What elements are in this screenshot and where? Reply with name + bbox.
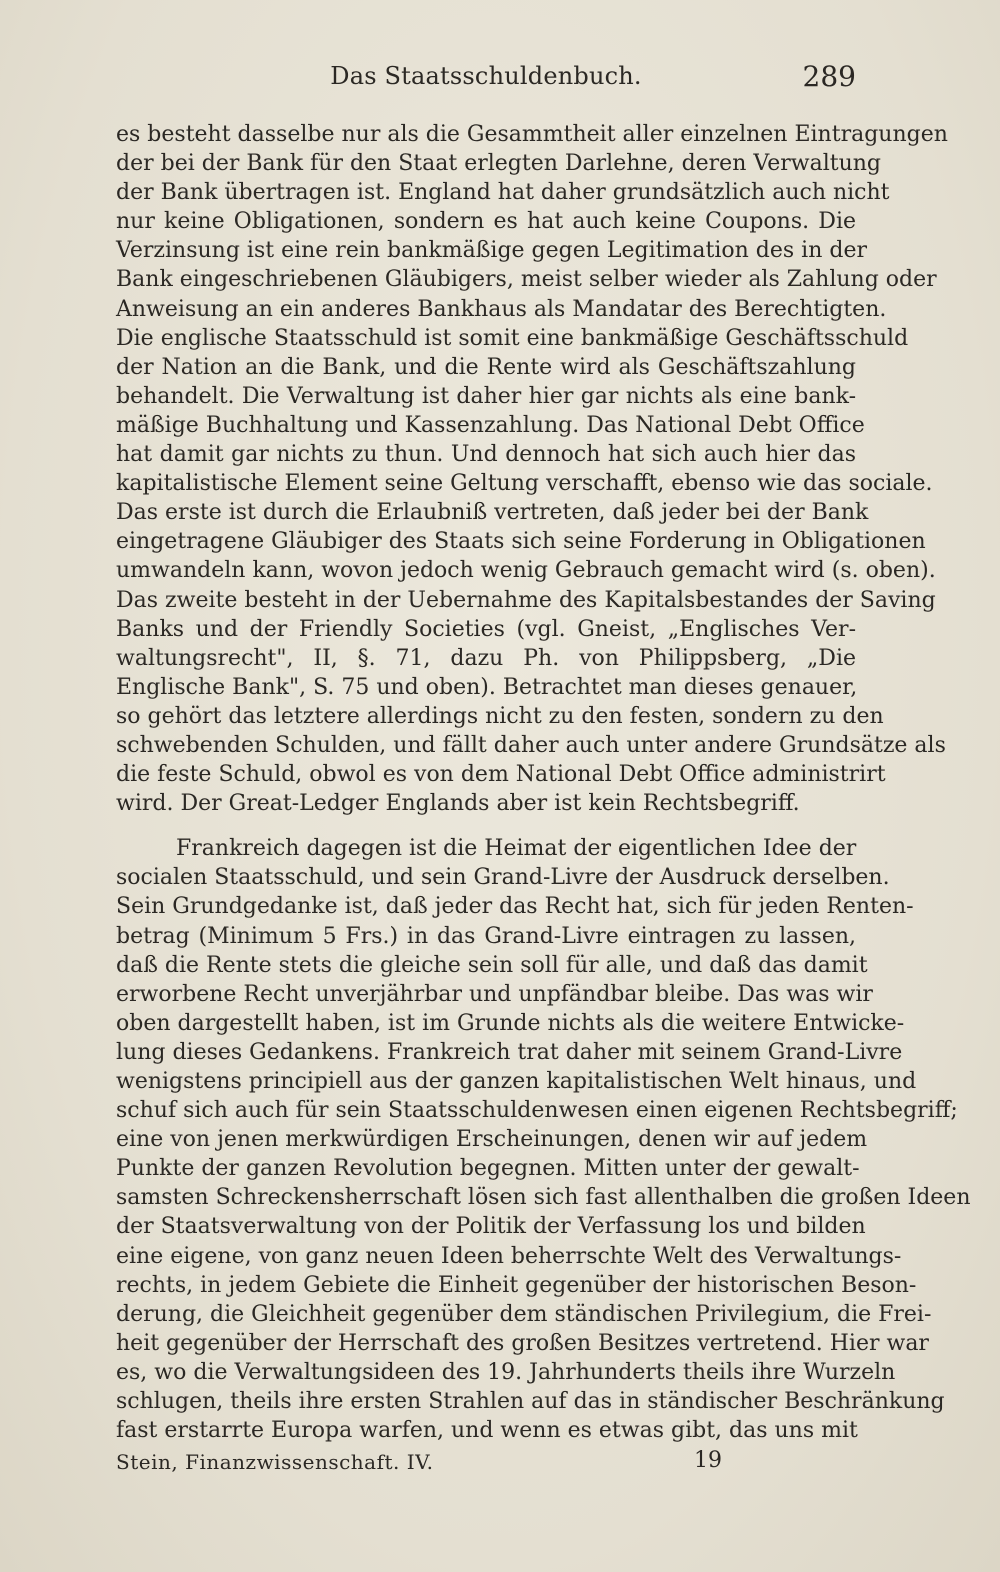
text-line: der Bank übertragen ist. England hat daher grundsätzlich auch nicht [116,180,890,206]
text-line: fast erstarrte Europa warfen, und wenn es etwas gibt, das uns mit [116,1418,858,1444]
text-line: schuf sich auch für sein Staatsschuldenwesen einen eigenen Rechtsbegriff; [116,1098,958,1124]
text-line: wird. Der Great-Ledger Englands aber ist kein Rechtsbegriff. [116,791,800,817]
text-line: oben dargestellt haben, ist im Grunde nichts als die weitere Entwicke- [116,1010,905,1036]
text-line: rechts, in jedem Gebiete die Einheit gegenüber der historischen Beson- [116,1272,917,1298]
page-footer [116,1450,856,1480]
paragraph [116,120,948,818]
text-line: der Staatsverwaltung von der Politik der Verfassung los und bilden [116,1214,866,1240]
text-line: Englische Bank", S. 75 und oben). Betrachtet man dieses genauer, [116,674,858,700]
text-line: betrag (Minimum 5 Frs.) in das Grand-Livre eintragen zu lassen, [116,923,856,949]
running-title: Das Staatsschuldenbuch. [330,62,642,90]
text-line: Frankreich dagegen ist die Heimat der eigentlichen Idee der [176,836,857,862]
text-line: der Nation an die Bank, und die Rente wird als Geschäftszahlung [116,354,856,380]
text-line: nur keine Obligationen, sondern es hat auch keine Coupons. Die [116,209,856,235]
page-number: 289 [802,60,856,93]
sheet-number: 19 [694,1448,722,1473]
text-line: hat damit gar nichts zu thun. Und dennoch hat sich auch hier das [116,442,856,468]
text-line: lung dieses Gedankens. Frankreich trat daher mit seinem Grand-Livre [116,1039,903,1065]
paragraph [116,834,971,1445]
text-line: wenigstens principiell aus der ganzen kapitalistischen Welt hinaus, und [116,1069,917,1094]
text-line: eine von jenen merkwürdigen Erscheinungen, denen wir auf jedem [116,1127,868,1153]
text-line: umwandeln kann, wovon jedoch wenig Gebrauch gemacht wird (s. oben). [116,558,936,584]
text-line: schlugen, theils ihre ersten Strahlen auf das in ständischer Beschränkung [116,1389,945,1415]
text-line: Das erste ist durch die Erlaubniß vertreten, daß jeder bei der Bank [116,500,869,526]
text-line: Anweisung an ein anderes Bankhaus als Mandatar des Berechtigten. [116,296,887,322]
footer-signature: Stein, Finanzwissenschaft. IV. [116,1450,434,1474]
text-line: Bank eingeschriebenen Gläubigers, meist selber wieder als Zahlung oder [116,267,937,293]
text-line: heit gegenüber der Herrschaft des großen Besitzes vertretend. Hier war [116,1330,929,1356]
text-line: so gehört das letztere allerdings nicht zu den festen, sondern zu den [116,703,884,729]
text-line: derung, die Gleichheit gegenüber dem ständischen Privilegium, die Frei- [116,1301,932,1327]
text-line: Verzinsung ist eine rein bankmäßige gegen Legitimation des in der [116,238,867,264]
text-line: es, wo die Verwaltungsideen des 19. Jahrhunderts theils ihre Wurzeln [116,1359,896,1385]
text-line: Das zweite besteht in der Uebernahme des Kapitalsbestandes der Saving [116,587,936,613]
text-line: schwebenden Schulden, und fällt daher auch unter andere Grundsätze als [116,732,946,758]
text-line: die feste Schuld, obwol es von dem National Debt Office administrirt [116,762,886,788]
page-header [116,58,856,98]
text-line: eine eigene, von ganz neuen Ideen beherrschte Welt des Verwaltungs- [116,1243,902,1269]
text-line: kapitalistische Element seine Geltung verschafft, ebenso wie das sociale. [116,471,933,497]
text-line: behandelt. Die Verwaltung ist daher hier gar nichts als eine bank- [116,383,856,409]
text-line: Banks und der Friendly Societies (vgl. Gneist, „Englisches Ver- [116,616,856,642]
text-line: eingetragene Gläubiger des Staats sich seine Forderung in Obligationen [116,529,926,555]
body-text [116,120,971,1445]
text-line: daß die Rente stets die gleiche sein soll für alle, und daß das damit [116,952,868,978]
text-line: Sein Grundgedanke ist, daß jeder das Recht hat, sich für jeden Renten- [116,894,914,920]
text-line: Punkte der ganzen Revolution begegnen. Mitten unter der gewalt- [116,1156,860,1182]
text-line: es besteht dasselbe nur als die Gesammtheit aller einzelnen Eintragungen [116,122,948,147]
text-line: waltungsrecht", II, §. 71, dazu Ph. von Philippsberg, „Die [116,645,856,671]
text-line: mäßige Buchhaltung und Kassenzahlung. Das National Debt Office [116,412,865,438]
text-line: Die englische Staatsschuld ist somit eine bankmäßige Geschäftsschuld [116,325,909,351]
text-line: der bei der Bank für den Staat erlegten Darlehne, deren Verwaltung [116,151,882,177]
text-line: erworbene Recht unverjährbar und unpfändbar bleibe. Das was wir [116,981,873,1007]
text-line: socialen Staatsschuld, und sein Grand-Livre der Ausdruck derselben. [116,865,890,891]
text-line: samsten Schreckensherrschaft lösen sich fast allenthalben die großen Ideen [116,1185,971,1211]
